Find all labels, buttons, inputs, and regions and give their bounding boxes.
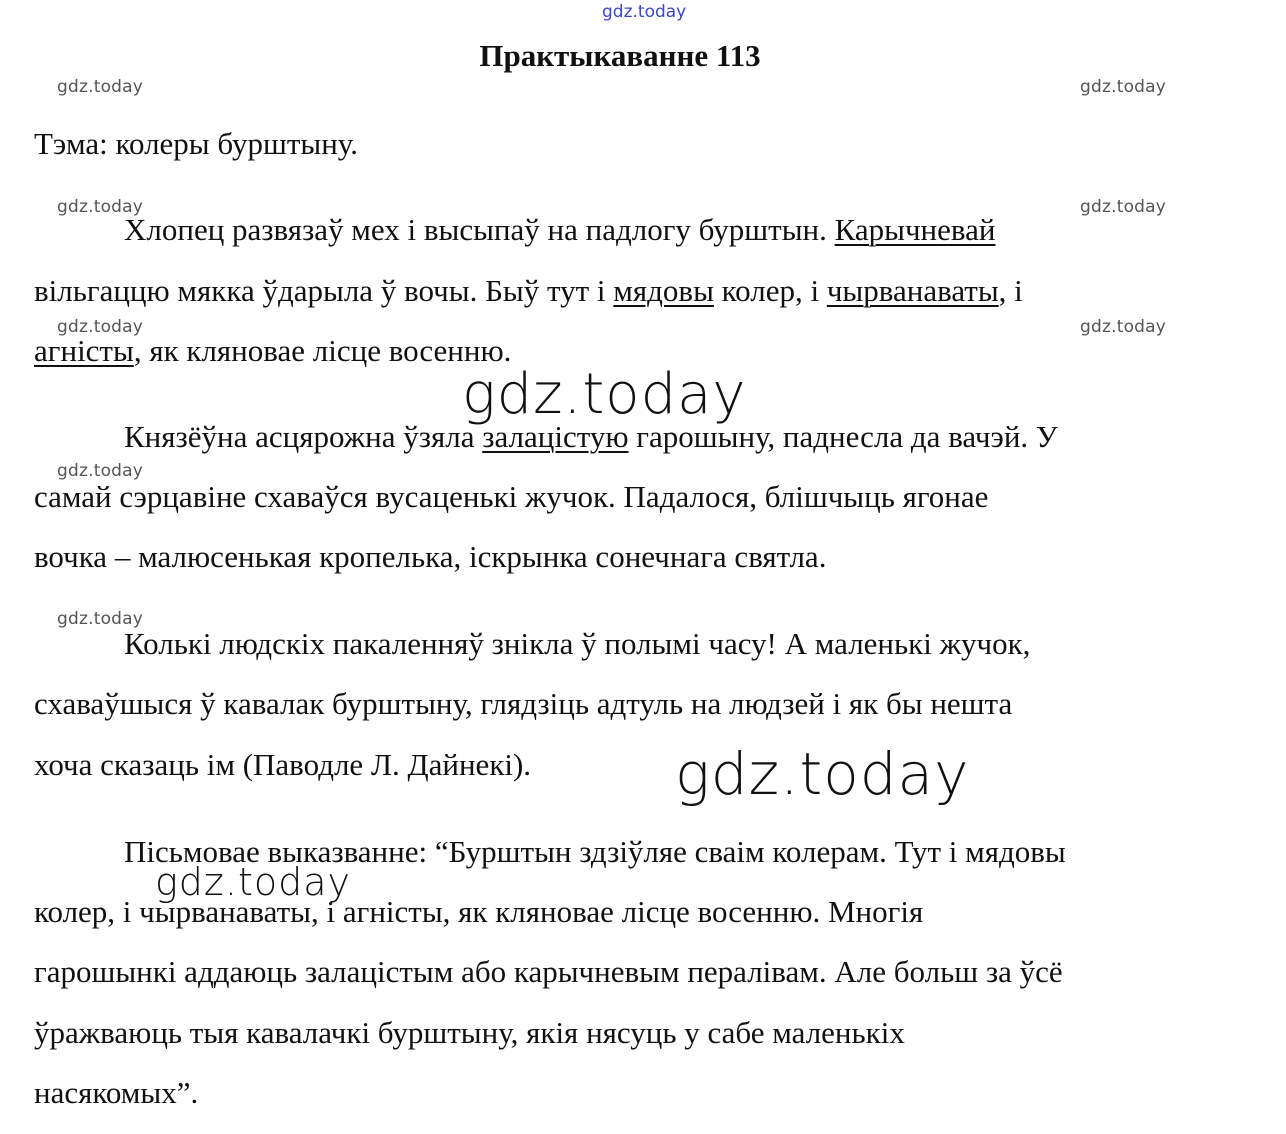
paragraph4-line1: Пісьмовае выказванне: “Бурштын здзіўляе сваім колерам. Тут і мядовы [124, 834, 1066, 869]
watermark-large: gdz.today [155, 860, 351, 904]
text-fragment: Хлопец развязаў мех і высыпаў на падлогу бурштын. [124, 212, 835, 247]
watermark-small: gdz.today [1080, 77, 1167, 97]
theme-line: Тэма: колеры бурштыну. [34, 126, 358, 161]
watermark-large: gdz.today [462, 362, 747, 427]
underlined-word: залацістую [482, 419, 629, 454]
watermark-small: gdz.today [57, 77, 144, 97]
text-fragment: вільгаццю мякка ўдарыла ў вочы. Быў тут і [34, 273, 614, 308]
paragraph3-line1: Колькі людскіх пакаленняў знікла ў полымі часу! А маленькі жучок, [124, 626, 1031, 661]
underlined-word: агністы [34, 333, 134, 368]
paragraph2-line2: самай сэрцавіне схаваўся вусаценькі жучок. Падалося, блішчыць ягонае [34, 479, 989, 514]
watermark-large: gdz.today [675, 740, 970, 808]
text-fragment: , як кляновае лісце восенню. [133, 333, 512, 368]
underlined-word: Карычневай [834, 212, 996, 247]
paragraph4-line3: гарошынкі аддаюць залацістым або карычневым пералівам. Але больш за ўсё [34, 954, 1063, 989]
watermark-small: gdz.today [1080, 197, 1167, 217]
paragraph4-line4: ўражваюць тыя кавалачкі бурштыну, якія нясуць у сабе маленькіх [34, 1015, 905, 1050]
paragraph2-line3: вочка – малюсенькая кропелька, іскрынка сонечнага святла. [34, 539, 827, 574]
paragraph4-line5: насякомых”. [34, 1075, 199, 1110]
underlined-word: мядовы [613, 273, 714, 308]
paragraph3-line2: схаваўшыся ў кавалак бурштыну, глядзіць адтуль на людзей і як бы нешта [34, 686, 1013, 721]
watermark-top: gdz.today [602, 2, 687, 22]
paragraph1-line1 [124, 212, 995, 248]
text-fragment: колер, і [713, 273, 827, 308]
paragraph4-line2: колер, і чырванаваты, і агністы, як кляновае лісце восенню. Многія [34, 894, 924, 929]
text-fragment: , і [998, 273, 1023, 308]
watermark-small: gdz.today [57, 197, 144, 217]
paragraph3-line3: хоча сказаць ім (Паводле Л. Дайнекі). [34, 747, 532, 782]
page-title: Практыкаванне 113 [479, 38, 761, 73]
text-fragment: Князёўна асцярожна ўзяла [124, 419, 483, 454]
watermark-small: gdz.today [57, 461, 144, 481]
paragraph1-line2 [34, 273, 1023, 309]
watermark-small: gdz.today [57, 609, 144, 629]
underlined-word: чырванаваты [826, 273, 999, 308]
paragraph1-line3 [34, 333, 511, 369]
watermark-small: gdz.today [1080, 317, 1167, 337]
text-fragment: гарошыну, паднесла да вачэй. У [628, 419, 1058, 454]
watermark-small: gdz.today [57, 317, 144, 337]
